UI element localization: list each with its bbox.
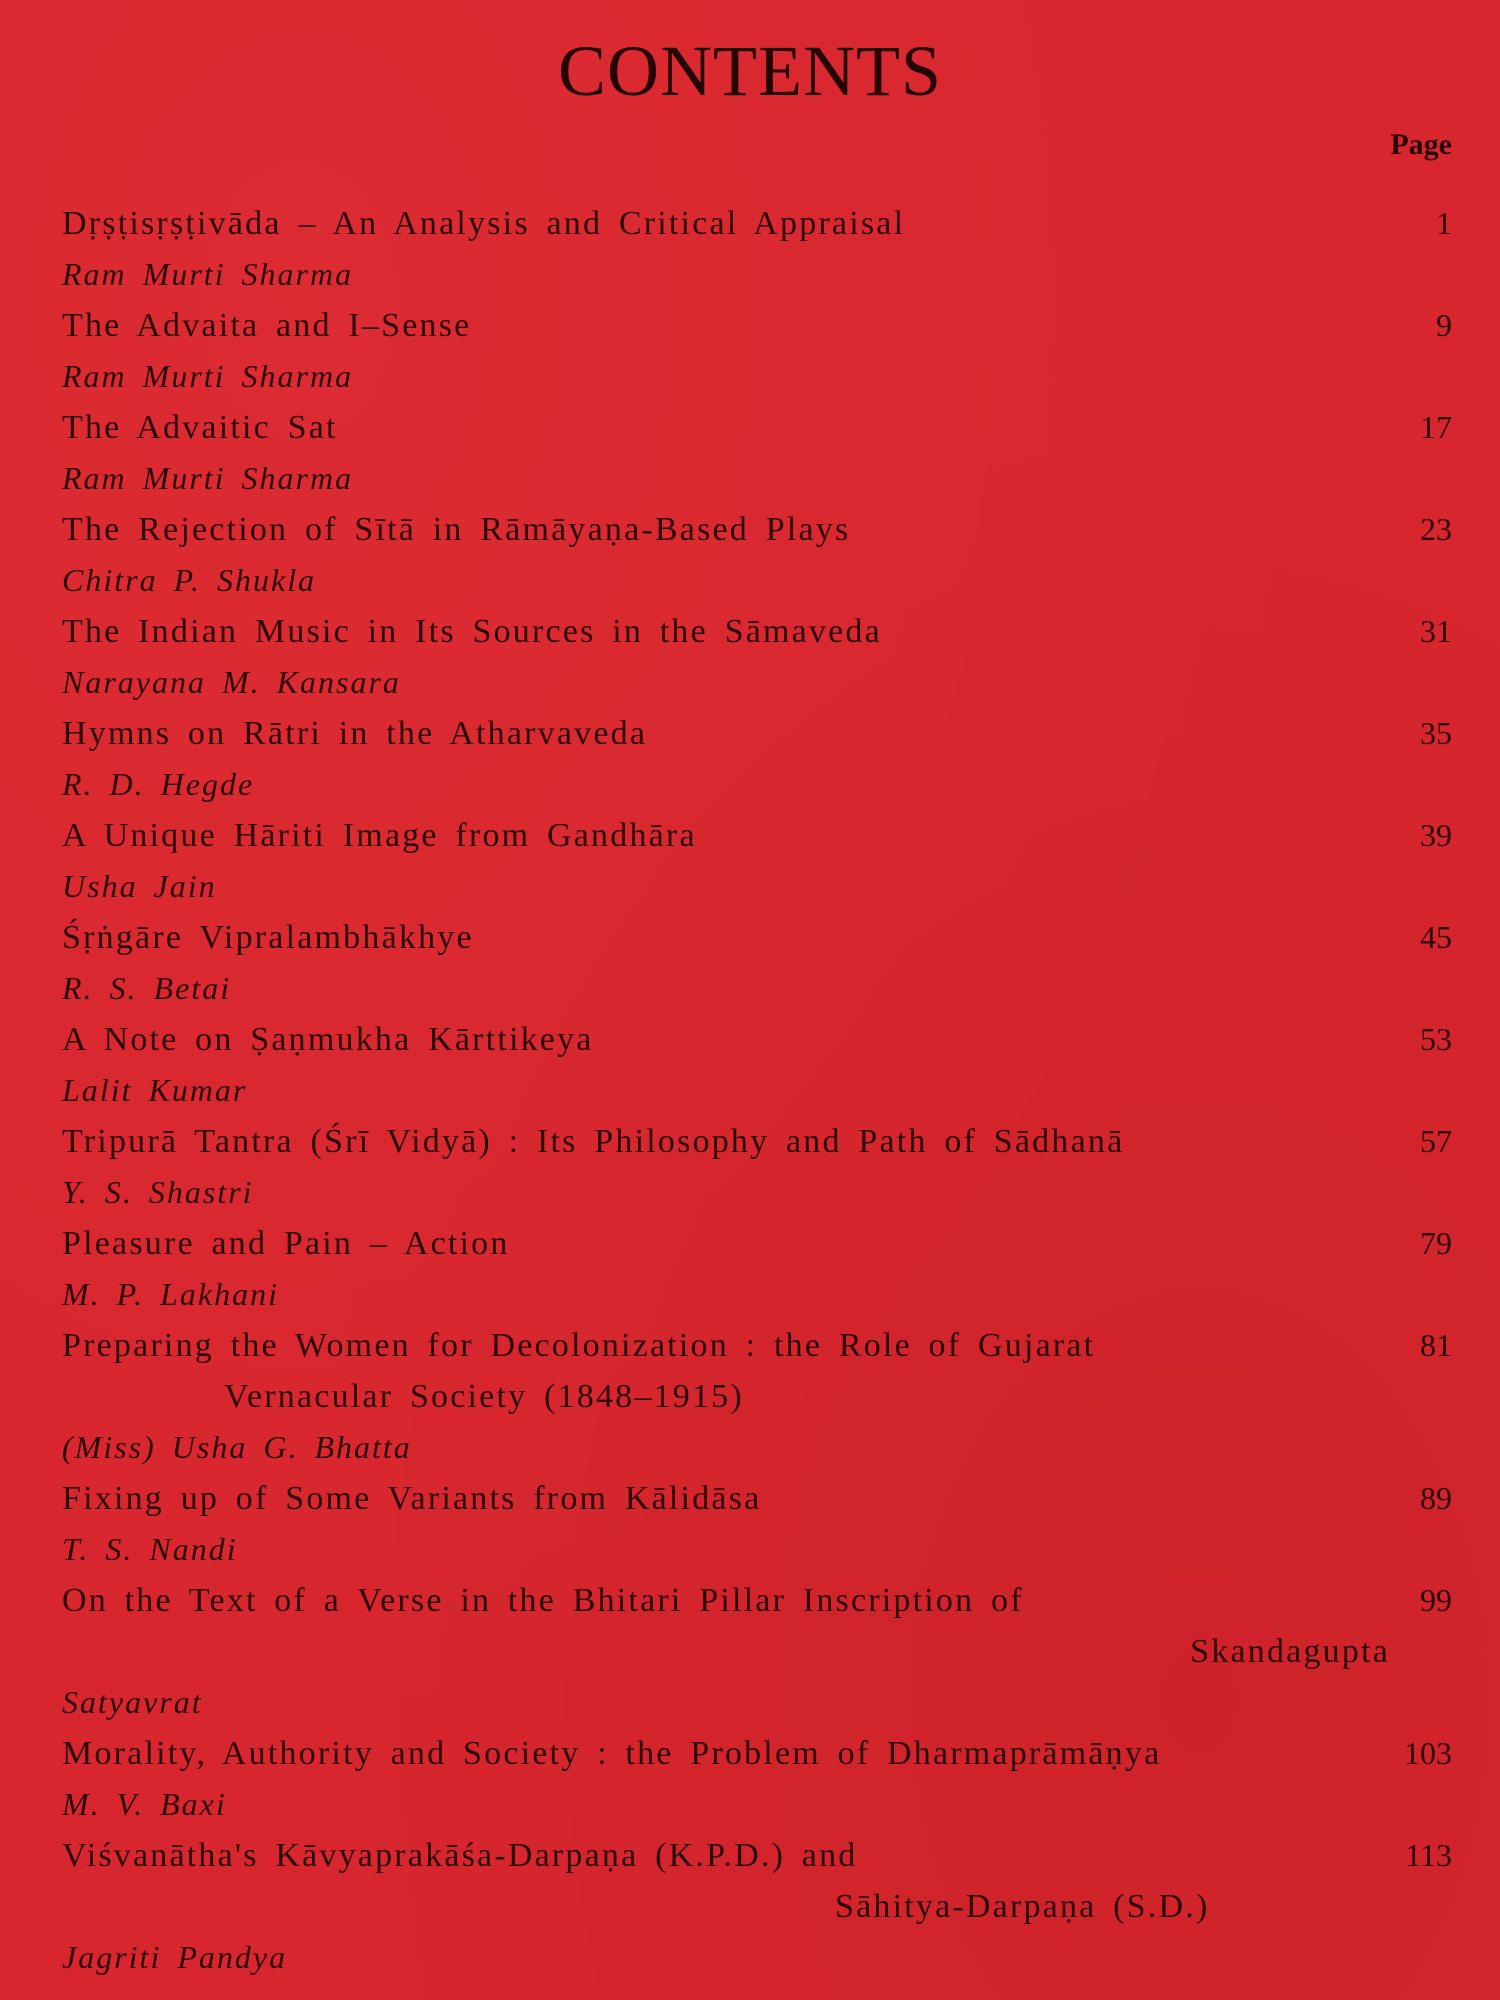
toc-entry [62, 1320, 1452, 1473]
toc-title-line [62, 810, 1452, 861]
toc-entry [62, 1116, 1452, 1218]
toc-page-number: 113 [1405, 1837, 1452, 1873]
toc-page-number: 45 [1420, 919, 1452, 955]
toc-author: Lalit Kumar [62, 1072, 248, 1108]
toc-entry [62, 810, 1452, 912]
toc-entry [62, 1575, 1452, 1728]
toc-title-line [62, 1116, 1452, 1167]
toc-author: (Miss) Usha G. Bhatta [62, 1429, 412, 1465]
toc-title: The Rejection of Sītā in Rāmāyaṇa-Based Plays [62, 511, 851, 548]
toc-author: Y. S. Shastri [62, 1174, 254, 1210]
toc-entry [62, 1218, 1452, 1320]
toc-title-line [62, 1728, 1452, 1779]
toc-page-number: 89 [1420, 1480, 1452, 1516]
toc-author: R. S. Betai [62, 970, 232, 1006]
toc-page-number: 57 [1420, 1123, 1452, 1159]
toc-title-line [62, 708, 1452, 759]
toc-entry [62, 504, 1452, 606]
toc-author: M. P. Lakhani [62, 1276, 279, 1312]
toc-page-number: 53 [1420, 1021, 1452, 1057]
toc-title-line [62, 402, 1452, 453]
toc-title-line [62, 1014, 1452, 1065]
toc-title-continuation: Vernacular Society (1848–1915) [224, 1378, 744, 1415]
toc-title: The Advaita and I–Sense [62, 307, 472, 344]
toc-author: T. S. Nandi [62, 1531, 238, 1567]
toc-author: Satyavrat [62, 1684, 203, 1720]
toc-title: Śṛṅgāre Vipralambhākhye [62, 919, 474, 956]
toc-title-line [62, 606, 1452, 657]
toc-page-number: 31 [1420, 613, 1452, 649]
toc-author: Narayana M. Kansara [62, 664, 401, 700]
toc-title-line [62, 198, 1452, 249]
toc-page-number: 103 [1404, 1735, 1452, 1771]
page-title: CONTENTS [558, 31, 942, 111]
toc-page-number: 17 [1420, 409, 1452, 445]
toc-title: The Indian Music in Its Sources in the Sāmaveda [62, 613, 882, 650]
toc-title-line [62, 1575, 1452, 1626]
toc-entry [62, 198, 1452, 300]
contents-list [62, 198, 1452, 1983]
toc-page-number: 1 [1436, 205, 1452, 241]
toc-title: Tripurā Tantra (Śrī Vidyā) : Its Philosophy and Path of Sādhanā [62, 1123, 1125, 1160]
toc-author: Usha Jain [62, 868, 217, 904]
toc-title: Morality, Authority and Society : the Problem of Dharmaprāmāṇya [62, 1735, 1162, 1772]
toc-page-number: 79 [1420, 1225, 1452, 1261]
toc-author: Ram Murti Sharma [62, 460, 354, 496]
toc-page-number: 81 [1420, 1327, 1452, 1363]
page-column-label: Page [1390, 128, 1452, 161]
toc-entry [62, 1830, 1452, 1983]
toc-author: Ram Murti Sharma [62, 256, 354, 292]
toc-page-number: 23 [1420, 511, 1452, 547]
toc-title: Dṛṣṭisṛṣṭivāda – An Analysis and Critical Appraisal [62, 205, 906, 242]
toc-title: Fixing up of Some Variants from Kālidāsa [62, 1480, 762, 1517]
toc-title-line [62, 300, 1452, 351]
toc-title-line [62, 1473, 1452, 1524]
toc-entry [62, 606, 1452, 708]
toc-title: Preparing the Women for Decolonization : the Role of Gujarat [62, 1327, 1096, 1364]
toc-author: Chitra P. Shukla [62, 562, 317, 598]
toc-title: On the Text of a Verse in the Bhitari Pillar Inscription of [62, 1582, 1024, 1619]
toc-page-number: 99 [1420, 1582, 1452, 1618]
toc-entry [62, 1728, 1452, 1830]
toc-title: Viśvanātha's Kāvyaprakāśa-Darpaṇa (K.P.D.) and [62, 1837, 858, 1874]
toc-title-continuation: Sāhitya-Darpaṇa (S.D.) [835, 1888, 1210, 1925]
toc-title: A Note on Ṣaṇmukha Kārttikeya [62, 1021, 594, 1058]
toc-entry [62, 300, 1452, 402]
toc-title-line [62, 1320, 1452, 1371]
toc-page-number: 35 [1420, 715, 1452, 751]
toc-title-line [62, 1830, 1452, 1881]
toc-entry [62, 912, 1452, 1014]
toc-entry [62, 708, 1452, 810]
toc-title-line [62, 504, 1452, 555]
toc-entry [62, 1014, 1452, 1116]
toc-title: A Unique Hāriti Image from Gandhāra [62, 817, 697, 854]
toc-title: The Advaitic Sat [62, 409, 338, 446]
toc-entry [62, 402, 1452, 504]
toc-author: Jagriti Pandya [62, 1939, 288, 1975]
toc-author: Ram Murti Sharma [62, 358, 354, 394]
toc-author: M. V. Baxi [62, 1786, 227, 1822]
toc-entry [62, 1473, 1452, 1575]
toc-page-number: 9 [1436, 307, 1452, 343]
toc-title-line [62, 912, 1452, 963]
toc-title: Hymns on Rātri in the Atharvaveda [62, 715, 648, 752]
toc-title-line [62, 1218, 1452, 1269]
toc-title: Pleasure and Pain – Action [62, 1225, 510, 1262]
toc-page-number: 39 [1420, 817, 1452, 853]
toc-author: R. D. Hegde [62, 766, 255, 802]
toc-title-continuation: Skandagupta [1190, 1633, 1390, 1670]
